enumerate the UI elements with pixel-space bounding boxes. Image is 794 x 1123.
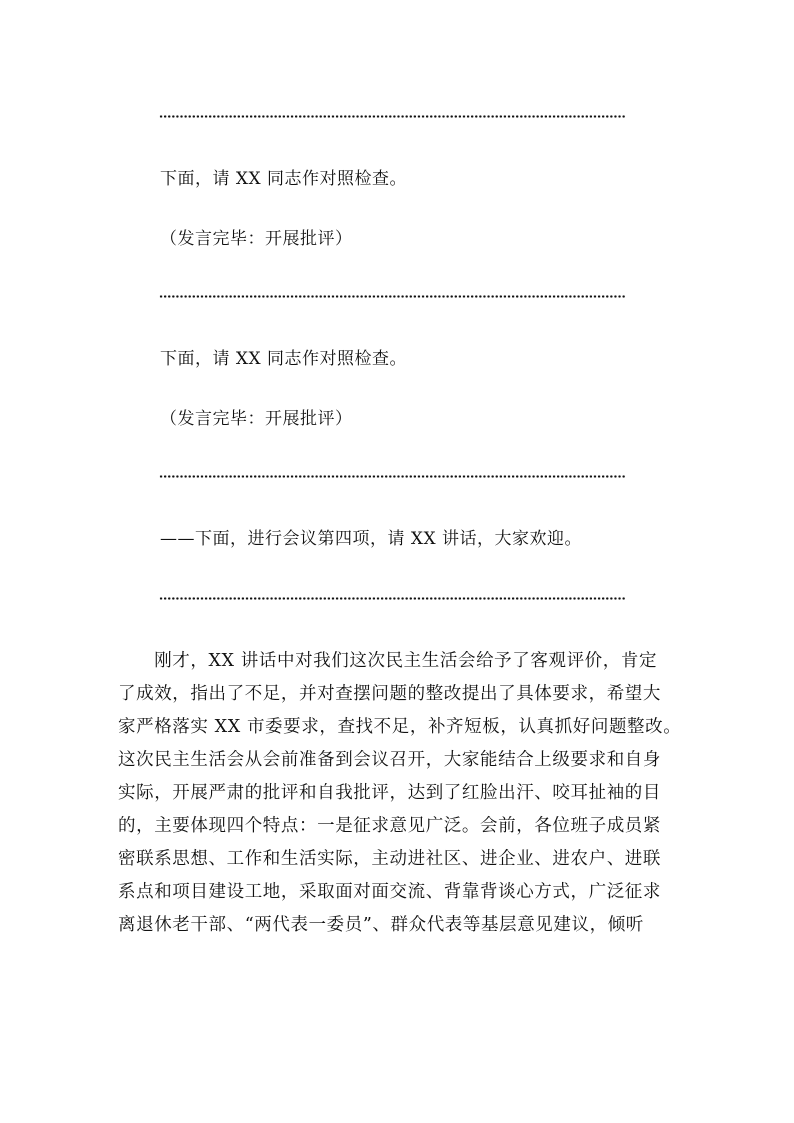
dotted-separator-4 (159, 597, 625, 600)
agenda-item-four: ——下面，进行会议第四项，请 XX 讲话，大家欢迎。 (160, 529, 583, 549)
summary-line: 密联系思想、工作和生活实际，主动进社区、进企业、进农户、进联 (118, 849, 661, 869)
dotted-separator-1 (159, 115, 625, 118)
summary-line: 了成效，指出了不足，并对查摆问题的整改提出了具体要求，希望大 (118, 684, 661, 704)
summary-paragraph (118, 645, 688, 942)
summary-line: 家严格落实 XX 市委要求，查找不足，补齐短板，认真抓好问题整改。 (118, 717, 682, 737)
summary-line: 这次民主生活会从会前准备到会议召开，大家能结合上级要求和自身 (118, 750, 661, 770)
call-speaker-1: 下面，请 XX 同志作对照检查。 (160, 169, 408, 189)
dotted-separator-3 (159, 475, 625, 478)
summary-line: 离退休老干部、“两代表一委员”、群众代表等基层意见建议，倾听 (118, 915, 644, 935)
summary-line: 实际，开展严肃的批评和自我批评，达到了红脸出汗、咬耳扯袖的目 (118, 783, 661, 803)
speech-note-1: （发言完毕：开展批评） (160, 229, 353, 249)
dotted-separator-2 (159, 295, 625, 298)
summary-line: 刚才，XX 讲话中对我们这次民主生活会给予了客观评价，肯定 (118, 651, 658, 671)
call-speaker-2: 下面，请 XX 同志作对照检查。 (160, 349, 408, 369)
summary-line: 的，主要体现四个特点：一是征求意见广泛。会前，各位班子成员紧 (118, 816, 661, 836)
speech-note-2: （发言完毕：开展批评） (160, 409, 353, 429)
summary-line: 系点和项目建设工地，采取面对面交流、背靠背谈心方式，广泛征求 (118, 882, 661, 902)
